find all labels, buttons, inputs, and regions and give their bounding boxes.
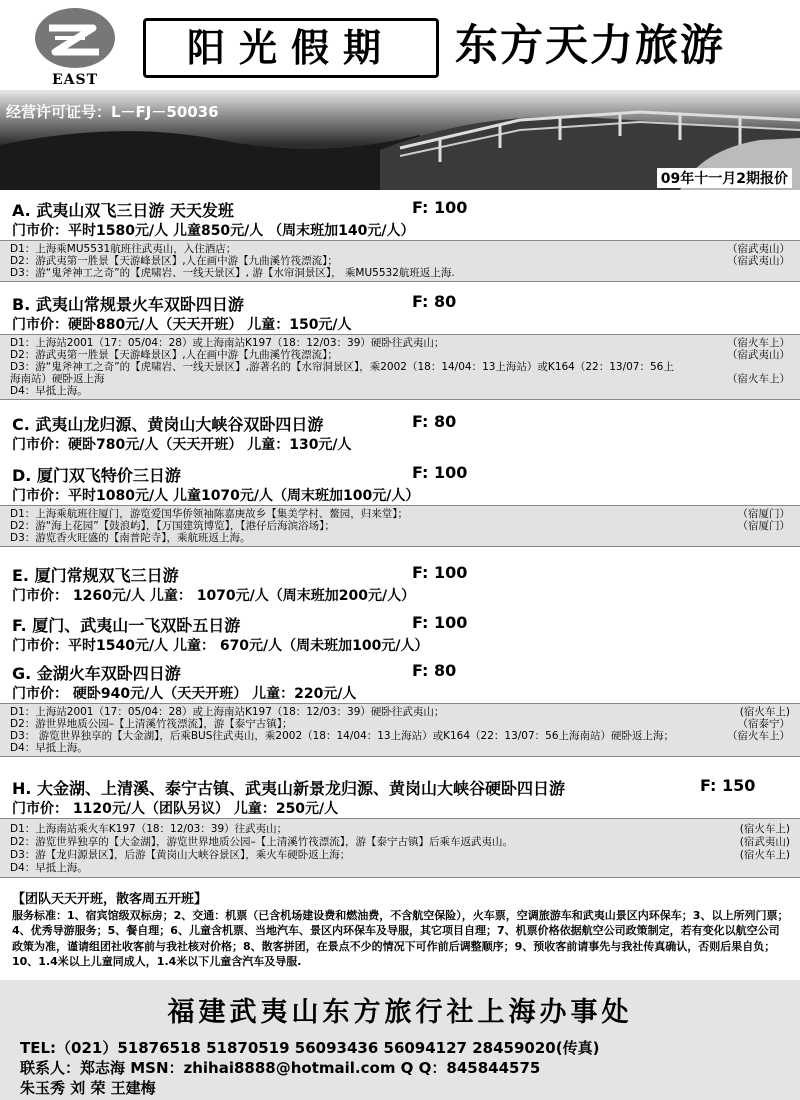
itinerary-row: D1：上海南站乘火车K197（18：12/03：39）往武夷山； (宿火车上) [10, 823, 790, 835]
itinerary [0, 505, 800, 547]
itinerary-row: D3：游“鬼斧神工之奇”的【虎啸岩、一线天景区】,游著名的【水帘洞景区】，乘2002（18：14/04：13上海站）或K164（22：13/07：56上 [10, 361, 674, 373]
tour-price: 门市价： 硬卧940元/人（天天开班） 儿童：220元/人 [12, 686, 357, 702]
itinerary-row: D2：游武夷第一胜景【天游峰景区】,人在画中游【九曲溪竹筏漂流】； （宿武夷山） [10, 255, 790, 267]
tour-price: 门市价： 1120元/人（团队另议） 儿童：250元/人 [12, 801, 339, 817]
itinerary-row: D1：上海乘航班往厦门，游览爱国华侨领袖陈嘉庚故乡【集美学村、鳌园，归来堂】； （宿厦门） [10, 508, 790, 520]
tour-code: F: 100 [412, 613, 468, 632]
tour-price: 门市价：平时1540元/人 儿童： 670元/人（周未班加100元/人） [12, 638, 429, 654]
contact-person: 联系人：郑志海 MSN：zhihai8888@hotmail.com Q Q：845844575 [20, 1059, 541, 1077]
issue-label: 09年十一月2期报价 [657, 168, 792, 188]
policy-heading: 【团队天天开班，散客周五开班】 [12, 892, 208, 907]
tour-title: B. 武夷山常规景火车双卧四日游 [12, 295, 244, 314]
tour-price: 门市价：硬卧880元/人（天天开班） 儿童：150元/人 [12, 317, 352, 333]
itinerary-row: D3：游【龙归源景区】，后游【黄岗山大峡谷景区】，乘火车硬卧返上海； (宿火车上) [10, 849, 790, 861]
itinerary [0, 240, 800, 282]
itinerary-row: D2：游武夷第一胜景【天游峰景区】,人在画中游【九曲溪竹筏漂流】； （宿武夷山） [10, 349, 790, 361]
logo-text: EAST [51, 72, 99, 88]
itinerary-row: D1：上海站2001（17：05/04：28）或上海南站K197（18：12/03：39）硬卧往武夷山； (宿火车上) [10, 706, 790, 718]
tour-code: F: 80 [412, 661, 457, 680]
itinerary-row: D3：游览香火旺盛的【南普陀寺】，乘航班返上海。 [10, 532, 251, 544]
tour-title: D. 厦门双飞特价三日游 [12, 466, 181, 485]
itinerary-row: D3：游“鬼斧神工之奇”的【虎啸岩、一线天景区】, 游【水帘洞景区】， 乘MU5532航班返上海. [10, 267, 455, 279]
tour-price: 门市价：平时1580元/人 儿童850元/人 （周末班加140元/人） [12, 223, 415, 239]
tour-code: F: 80 [412, 292, 457, 311]
office-name: 福建武夷山东方旅行社上海办事处 [167, 997, 633, 1028]
tour-title: F. 厦门、武夷山一飞双卧五日游 [12, 616, 241, 635]
itinerary-row: D2：游览世界独享的【大金湖】，游览世界地质公园–【上清溪竹筏漂流】，游【泰宁古镇】后乘车返武夷山。 (宿武夷山) [10, 836, 790, 848]
itinerary-row: D4：早抵上海。 [10, 385, 88, 397]
tour-title: C. 武夷山龙归源、黄岗山大峡谷双卧四日游 [12, 415, 324, 434]
header [0, 0, 800, 190]
policy-text: 服务标准：1、宿宾馆级双标房；2、交通：机票（已含机场建设费和燃油费，不含航空保险），火车票，空调旅游车和武夷山景区内环保车；3、以上所列门票；4、优秀导游服务；5、餐自理；6、儿童含机票、当地汽车、景区内环保车及导服，其它项目自理；7、机票价格依据航空公司政策制定，若有变化以航空公司政策为准，谨请组团社收客前与我社核对价格；8、散客拼团，在景点不少的情况下可作前后调整顺序；9、预收客前请事先与我社传真确认，否则后果自负；10、1.4米以上儿童同成人，1.4米以下儿童含汽车及导服. [12, 908, 789, 968]
itinerary-row: D4：早抵上海。 [10, 742, 88, 754]
itinerary [0, 818, 800, 878]
license-number: 经营许可证号：L－FJ－50036 [6, 103, 219, 121]
itinerary [0, 334, 800, 400]
contact-staff: 朱玉秀 刘 荣 王建梅 [20, 1079, 156, 1097]
footer [0, 980, 800, 1100]
tour-code: F: 150 [700, 776, 756, 795]
tour-code: F: 80 [412, 412, 457, 431]
logo [30, 8, 120, 96]
service-policy [12, 892, 790, 970]
company-name: 东方天力旅游 [455, 21, 725, 71]
tour-price: 门市价：平时1080元/人 儿童1070元/人（周末班加100元/人） [12, 488, 420, 504]
tour-code: F: 100 [412, 563, 468, 582]
itinerary-row: D4：早抵上海。 [10, 862, 88, 874]
itinerary [0, 703, 800, 757]
itinerary-row: D1：上海站2001（17：05/04：28）或上海南站K197（18：12/03：39）硬卧往武夷山； （宿火车上） [10, 337, 790, 349]
tour-code: F: 100 [412, 198, 468, 217]
tour-title: E. 厦门常规双飞三日游 [12, 566, 179, 585]
tour-title: H. 大金湖、上清溪、泰宁古镇、武夷山新景龙归源、黄岗山大峡谷硬卧四日游 [12, 779, 566, 798]
itinerary-row: D3： 游览世界独享的【大金湖】，后乘BUS往武夷山，乘2002（18：14/04：13上海站）或K164（22：13/07：56上海南站）硬卧返上海； （宿火车上） [10, 730, 790, 742]
tour-code: F: 100 [412, 463, 468, 482]
tour-price: 门市价： 1260元/人 儿童： 1070元/人（周末班加200元/人） [12, 588, 416, 604]
brand-slogan: 阳光假期 [143, 18, 439, 78]
logo-emblem-icon [35, 8, 115, 68]
contact-phone: TEL:（021）51876518 51870519 56093436 56094127 28459020(传真) [20, 1039, 600, 1057]
itinerary-row: D1：上海乘MU5531航班往武夷山，入住酒店； （宿武夷山） [10, 243, 790, 255]
tour-price: 门市价：硬卧780元/人（天天开班） 儿童：130元/人 [12, 437, 352, 453]
itinerary-row: D2：游世界地质公园–【上清溪竹筏漂流】，游【泰宁古镇】； （宿泰宁） [10, 718, 790, 730]
itinerary-row: 海南站）硬卧返上海 （宿火车上） [10, 373, 790, 385]
itinerary-row: D2：游“海上花园”【鼓浪屿】，【万国建筑博览】，【港仔后海滨浴场】； （宿厦门） [10, 520, 790, 532]
tour-title: G. 金湖火车双卧四日游 [12, 664, 181, 683]
tour-title: A. 武夷山双飞三日游 天天发班 [12, 201, 234, 220]
